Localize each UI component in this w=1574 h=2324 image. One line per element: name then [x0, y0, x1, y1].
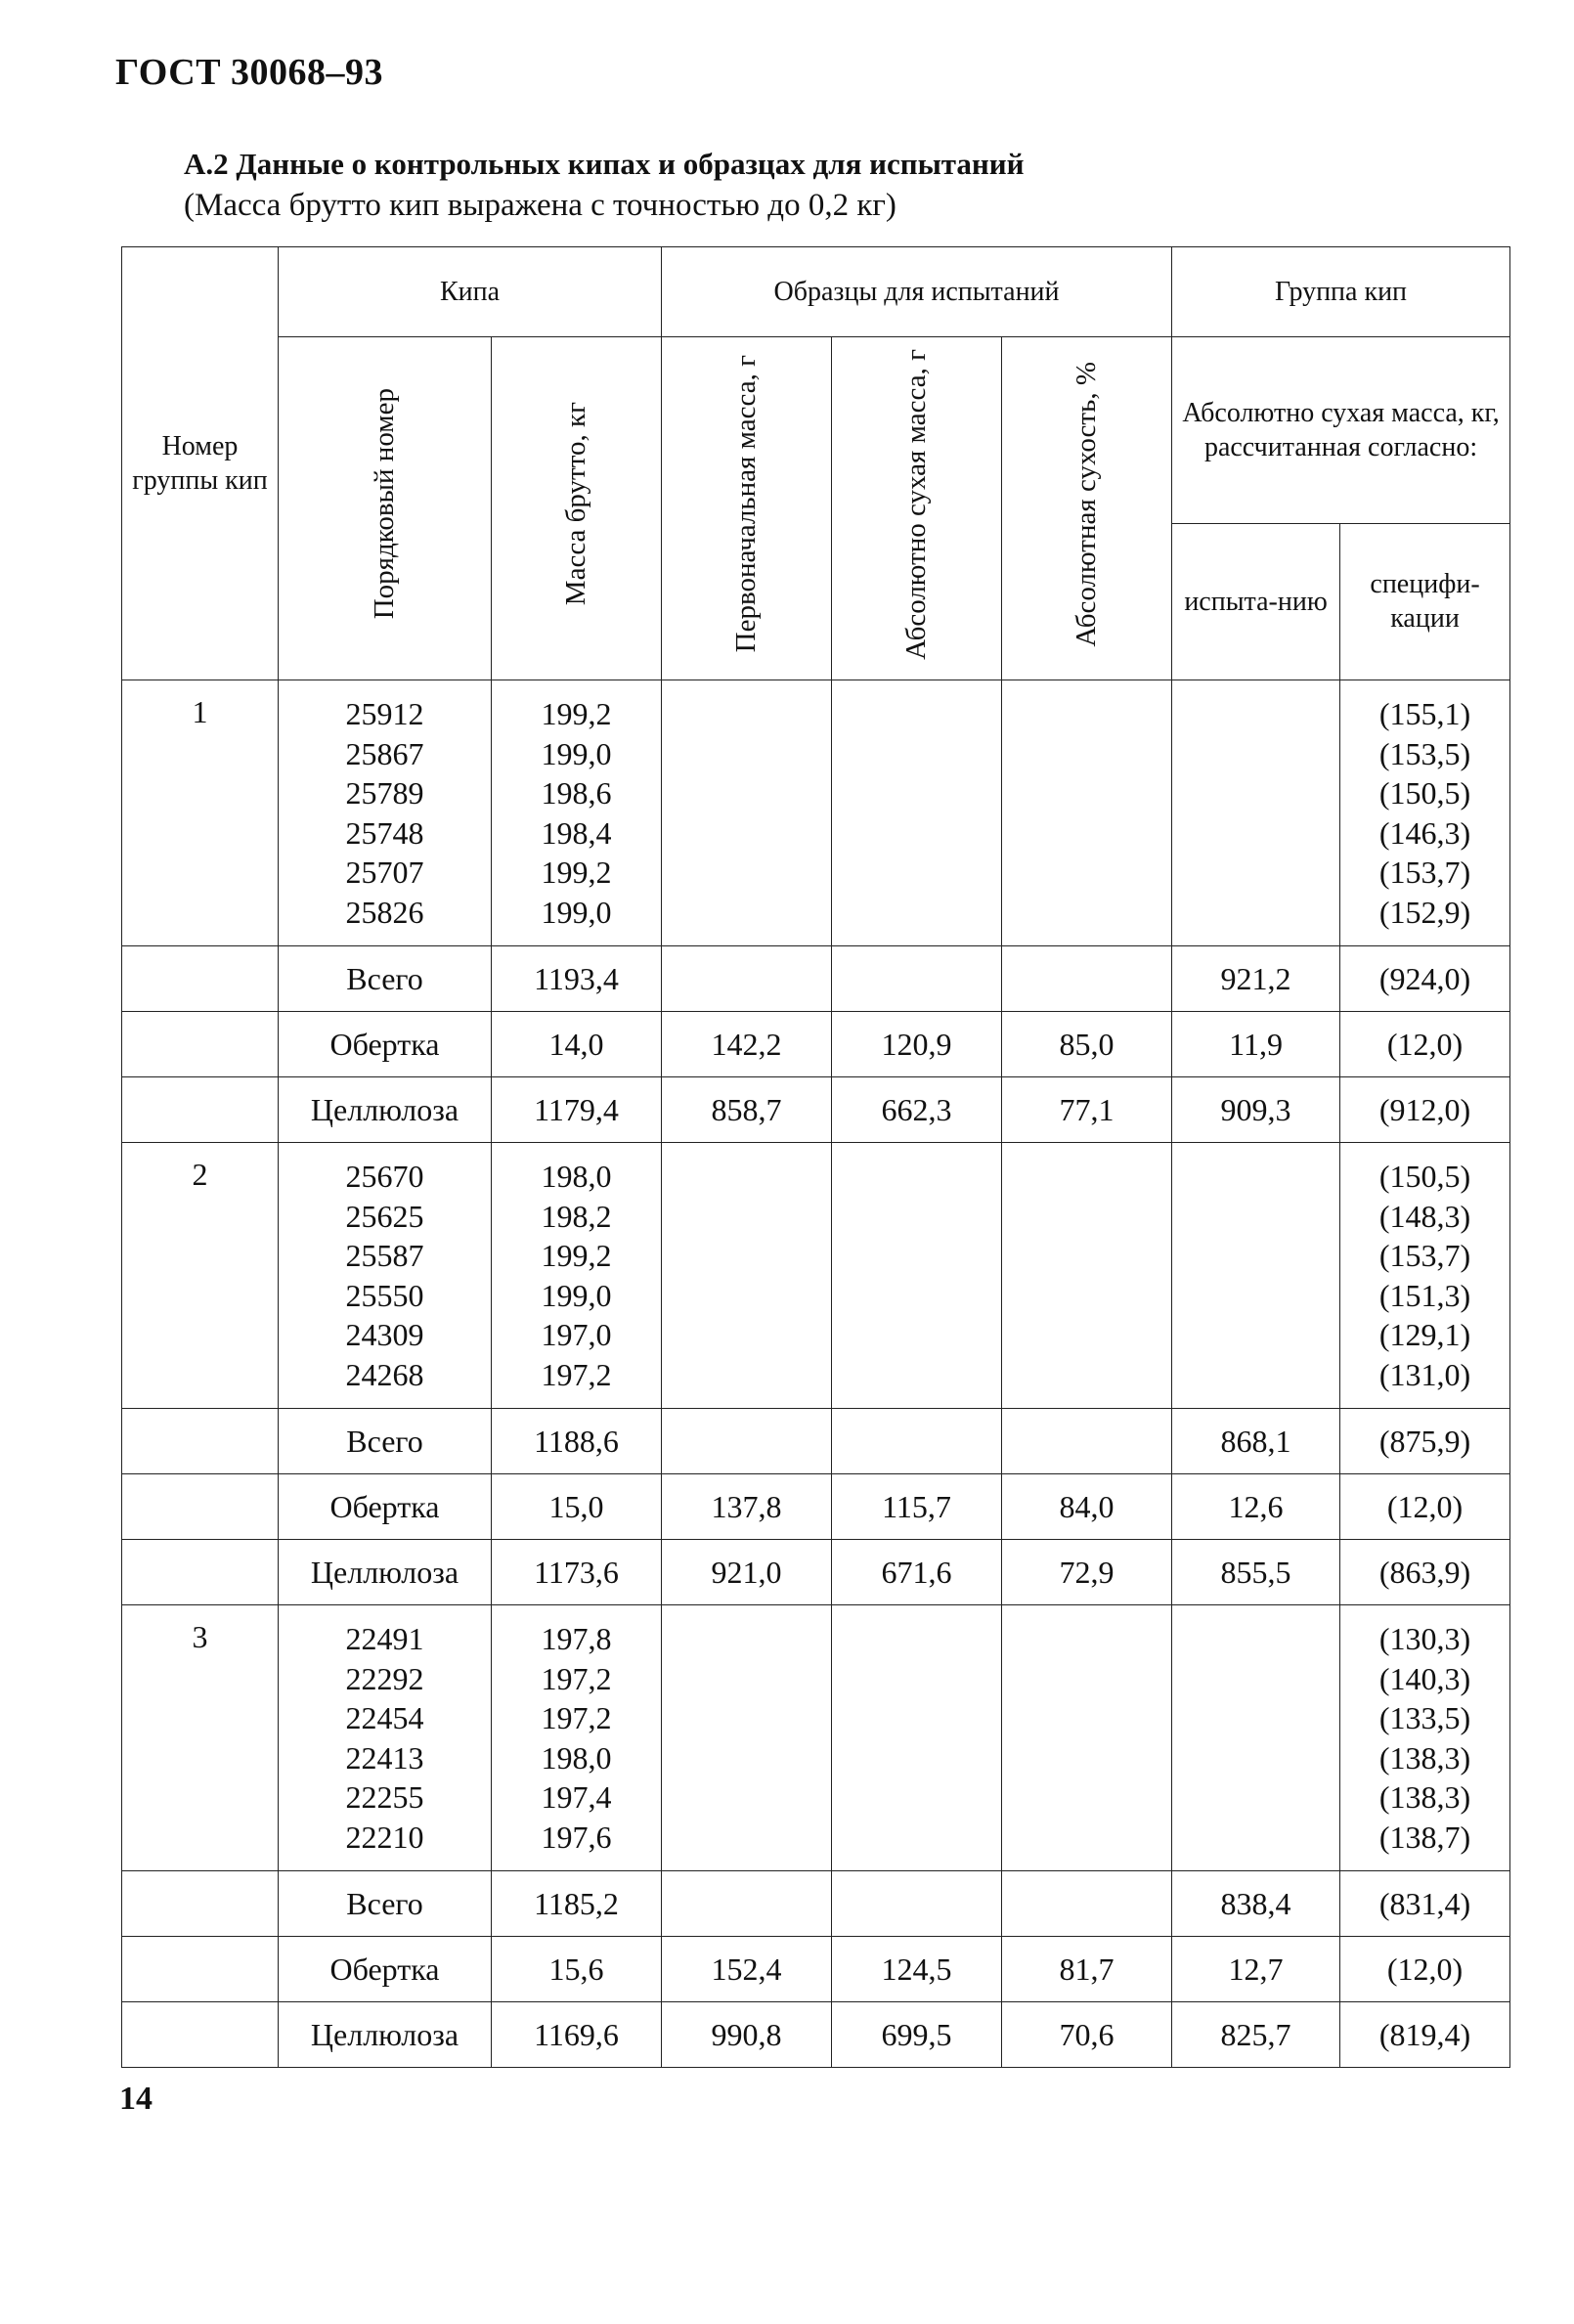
- gross-mass-value: 1188,6: [492, 1409, 662, 1474]
- dryness-value: 81,7: [1002, 1937, 1172, 2002]
- list-item: 199,0: [541, 735, 612, 771]
- dryness-value: 77,1: [1002, 1077, 1172, 1143]
- list-item: 22491: [345, 1621, 424, 1656]
- dry-mass-value: [832, 946, 1002, 1012]
- list-item: 22255: [345, 1779, 424, 1815]
- header-serial-number: Порядковый номер: [369, 388, 401, 620]
- table-row: [122, 1474, 1510, 1540]
- list-item: (138,3): [1378, 1779, 1471, 1815]
- group-number-cell: [122, 1474, 279, 1540]
- list-item: 25707: [345, 855, 424, 890]
- row-label: Целлюлоза: [279, 1077, 492, 1143]
- gross-mass-value: 1173,6: [492, 1540, 662, 1605]
- group-number-cell: [122, 2002, 279, 2068]
- list-item: (151,3): [1378, 1277, 1471, 1313]
- group-number-cell: [122, 1077, 279, 1143]
- dry-mass-value: 115,7: [832, 1474, 1002, 1540]
- row-label: Всего: [279, 1409, 492, 1474]
- bale-gross-masses: [492, 1605, 662, 1871]
- by-test-value: 12,6: [1172, 1474, 1340, 1540]
- list-item: 197,0: [541, 1317, 612, 1352]
- bale-spec-values: [1340, 680, 1510, 946]
- list-item: (153,7): [1378, 855, 1471, 890]
- by-test-cell: [1172, 680, 1340, 946]
- by-test-value: 838,4: [1172, 1871, 1340, 1937]
- list-item: 22413: [345, 1739, 424, 1776]
- list-item: (131,0): [1378, 1356, 1471, 1392]
- bale-gross-masses-list: [492, 694, 661, 932]
- header-dryness: Абсолютная сухость, %: [1071, 361, 1103, 647]
- bale-spec-values-list: [1340, 1619, 1509, 1857]
- dry-mass-cell: [832, 1605, 1002, 1871]
- group-number-cell: [122, 1012, 279, 1077]
- dry-mass-value: 120,9: [832, 1012, 1002, 1077]
- header-bale: Кипа: [279, 247, 662, 337]
- table-row: [122, 1409, 1510, 1474]
- row-label: Всего: [279, 946, 492, 1012]
- bale-gross-masses-list: [492, 1157, 661, 1394]
- header-initial-mass-cell: [662, 337, 832, 680]
- list-item: 197,6: [541, 1819, 612, 1855]
- header-by-spec: специфи-кации: [1340, 523, 1510, 680]
- list-item: (150,5): [1378, 775, 1471, 811]
- dryness-cell: [1002, 1143, 1172, 1409]
- page-number: 14: [119, 2081, 153, 2117]
- bale-list-row: [122, 1143, 1510, 1409]
- bale-serial-numbers-list: [279, 694, 491, 932]
- by-test-value: 11,9: [1172, 1012, 1340, 1077]
- initial-mass-value: [662, 946, 832, 1012]
- by-spec-value: (12,0): [1340, 1474, 1510, 1540]
- gross-mass-value: 1169,6: [492, 2002, 662, 2068]
- list-item: 25912: [345, 696, 424, 731]
- header-initial-mass: Первоначальная масса, г: [730, 355, 763, 653]
- dry-mass-value: 662,3: [832, 1077, 1002, 1143]
- list-item: 198,0: [541, 1739, 612, 1776]
- list-item: (146,3): [1378, 814, 1471, 851]
- row-label: Обертка: [279, 1937, 492, 2002]
- list-item: 25587: [345, 1238, 424, 1273]
- bale-spec-values: [1340, 1605, 1510, 1871]
- list-item: (129,1): [1378, 1317, 1471, 1352]
- by-test-value: 855,5: [1172, 1540, 1340, 1605]
- bale-list-row: [122, 680, 1510, 946]
- by-spec-value: (863,9): [1340, 1540, 1510, 1605]
- dry-mass-cell: [832, 1143, 1002, 1409]
- by-spec-value: (12,0): [1340, 1012, 1510, 1077]
- list-item: 22210: [345, 1819, 424, 1855]
- list-item: 199,2: [541, 855, 612, 890]
- table-row: [122, 1540, 1510, 1605]
- dryness-value: 70,6: [1002, 2002, 1172, 2068]
- table-row: [122, 1077, 1510, 1143]
- table-title: А.2 Данные о контрольных кипах и образцах для испытаний: [184, 147, 1025, 181]
- list-item: (155,1): [1378, 696, 1471, 731]
- initial-mass-value: 921,0: [662, 1540, 832, 1605]
- list-item: 24268: [345, 1356, 424, 1392]
- list-item: 198,0: [541, 1159, 612, 1194]
- dryness-cell: [1002, 1605, 1172, 1871]
- dry-mass-value: 699,5: [832, 2002, 1002, 2068]
- by-test-value: 921,2: [1172, 946, 1340, 1012]
- by-test-cell: [1172, 1605, 1340, 1871]
- group-number: 1: [122, 680, 279, 946]
- bale-serial-numbers: [279, 1605, 492, 1871]
- gross-mass-value: 1193,4: [492, 946, 662, 1012]
- initial-mass-value: [662, 1409, 832, 1474]
- bale-spec-values: [1340, 1143, 1510, 1409]
- bale-spec-values-list: [1340, 1157, 1509, 1394]
- group-number: 2: [122, 1143, 279, 1409]
- dryness-value: 84,0: [1002, 1474, 1172, 1540]
- header-serial-number-cell: [279, 337, 492, 680]
- list-item: (130,3): [1378, 1621, 1471, 1656]
- table-row: [122, 1937, 1510, 2002]
- list-item: (150,5): [1378, 1159, 1471, 1194]
- list-item: (138,7): [1378, 1819, 1471, 1855]
- by-spec-value: (819,4): [1340, 2002, 1510, 2068]
- list-item: 25826: [345, 894, 424, 930]
- by-test-value: 825,7: [1172, 2002, 1340, 2068]
- by-spec-value: (912,0): [1340, 1077, 1510, 1143]
- initial-mass-cell: [662, 1605, 832, 1871]
- bale-serial-numbers: [279, 680, 492, 946]
- header-by-test: испыта-нию: [1172, 523, 1340, 680]
- row-label: Обертка: [279, 1012, 492, 1077]
- header-dry-mass-cell: [832, 337, 1002, 680]
- list-item: 22454: [345, 1700, 424, 1735]
- dryness-value: 85,0: [1002, 1012, 1172, 1077]
- list-item: 25748: [345, 814, 424, 851]
- row-label: Обертка: [279, 1474, 492, 1540]
- list-item: 198,2: [541, 1198, 612, 1234]
- table-row: [122, 1871, 1510, 1937]
- list-item: 199,2: [541, 1238, 612, 1273]
- group-number-cell: [122, 1409, 279, 1474]
- gross-mass-value: 1185,2: [492, 1871, 662, 1937]
- group-number-cell: [122, 946, 279, 1012]
- group-number-cell: [122, 1871, 279, 1937]
- list-item: 24309: [345, 1317, 424, 1352]
- initial-mass-value: 990,8: [662, 2002, 832, 2068]
- row-label: Всего: [279, 1871, 492, 1937]
- group-number: 3: [122, 1605, 279, 1871]
- bale-gross-masses-list: [492, 1619, 661, 1857]
- initial-mass-cell: [662, 680, 832, 946]
- list-item: (152,9): [1378, 894, 1471, 930]
- by-spec-value: (875,9): [1340, 1409, 1510, 1474]
- list-item: 197,4: [541, 1779, 612, 1815]
- table-subtitle: (Масса брутто кип выражена с точностью до 0,2 кг): [184, 188, 896, 223]
- group-number-cell: [122, 1540, 279, 1605]
- list-item: 25789: [345, 775, 424, 811]
- header-bale-group: Группа кип: [1172, 247, 1510, 337]
- list-item: 197,2: [541, 1700, 612, 1735]
- initial-mass-value: [662, 1871, 832, 1937]
- list-item: (140,3): [1378, 1660, 1471, 1696]
- bale-gross-masses: [492, 680, 662, 946]
- by-test-value: 12,7: [1172, 1937, 1340, 2002]
- row-label: Целлюлоза: [279, 2002, 492, 2068]
- data-table: [121, 246, 1510, 2068]
- by-test-value: 868,1: [1172, 1409, 1340, 1474]
- header-calc-dry-mass: Абсолютно сухая масса, кг, рассчитанная согласно:: [1172, 337, 1510, 524]
- bale-list-row: [122, 1605, 1510, 1871]
- header-group-number: Номер группы кип: [122, 247, 279, 680]
- by-test-value: 909,3: [1172, 1077, 1340, 1143]
- gross-mass-value: 1179,4: [492, 1077, 662, 1143]
- header-gross-mass: Масса брутто, кг: [560, 402, 592, 606]
- dry-mass-value: 671,6: [832, 1540, 1002, 1605]
- list-item: 25670: [345, 1159, 424, 1194]
- list-item: (148,3): [1378, 1198, 1471, 1234]
- dryness-value: [1002, 946, 1172, 1012]
- initial-mass-value: 858,7: [662, 1077, 832, 1143]
- table-row: [122, 2002, 1510, 2068]
- list-item: (138,3): [1378, 1739, 1471, 1776]
- by-spec-value: (12,0): [1340, 1937, 1510, 2002]
- by-spec-value: (831,4): [1340, 1871, 1510, 1937]
- table-body: [122, 680, 1510, 2068]
- bale-serial-numbers-list: [279, 1619, 491, 1857]
- gross-mass-value: 15,6: [492, 1937, 662, 2002]
- header-dryness-cell: [1002, 337, 1172, 680]
- document-id: ГОСТ 30068–93: [115, 52, 384, 93]
- initial-mass-cell: [662, 1143, 832, 1409]
- bale-serial-numbers: [279, 1143, 492, 1409]
- dryness-value: [1002, 1871, 1172, 1937]
- list-item: 25550: [345, 1277, 424, 1313]
- group-number-cell: [122, 1937, 279, 2002]
- dry-mass-cell: [832, 680, 1002, 946]
- bale-spec-values-list: [1340, 694, 1509, 932]
- bale-serial-numbers-list: [279, 1157, 491, 1394]
- list-item: (133,5): [1378, 1700, 1471, 1735]
- table-row: [122, 946, 1510, 1012]
- list-item: 197,2: [541, 1356, 612, 1392]
- initial-mass-value: 137,8: [662, 1474, 832, 1540]
- list-item: 199,0: [541, 894, 612, 930]
- list-item: (153,5): [1378, 735, 1471, 771]
- initial-mass-value: 142,2: [662, 1012, 832, 1077]
- gross-mass-value: 15,0: [492, 1474, 662, 1540]
- list-item: 199,2: [541, 696, 612, 731]
- table-row: [122, 1012, 1510, 1077]
- header-samples: Образцы для испытаний: [662, 247, 1172, 337]
- header-gross-mass-cell: [492, 337, 662, 680]
- list-item: 197,2: [541, 1660, 612, 1696]
- row-label: Целлюлоза: [279, 1540, 492, 1605]
- list-item: (153,7): [1378, 1238, 1471, 1273]
- initial-mass-value: 152,4: [662, 1937, 832, 2002]
- dryness-value: [1002, 1409, 1172, 1474]
- by-test-cell: [1172, 1143, 1340, 1409]
- dryness-value: 72,9: [1002, 1540, 1172, 1605]
- list-item: 197,8: [541, 1621, 612, 1656]
- list-item: 25625: [345, 1198, 424, 1234]
- list-item: 198,6: [541, 775, 612, 811]
- dry-mass-value: [832, 1871, 1002, 1937]
- bale-gross-masses: [492, 1143, 662, 1409]
- dry-mass-value: [832, 1409, 1002, 1474]
- list-item: 199,0: [541, 1277, 612, 1313]
- header-dry-mass: Абсолютно сухая масса, г: [900, 348, 933, 660]
- list-item: 25867: [345, 735, 424, 771]
- gross-mass-value: 14,0: [492, 1012, 662, 1077]
- data-table-container: [121, 246, 1509, 2068]
- dryness-cell: [1002, 680, 1172, 946]
- by-spec-value: (924,0): [1340, 946, 1510, 1012]
- dry-mass-value: 124,5: [832, 1937, 1002, 2002]
- list-item: 22292: [345, 1660, 424, 1696]
- list-item: 198,4: [541, 814, 612, 851]
